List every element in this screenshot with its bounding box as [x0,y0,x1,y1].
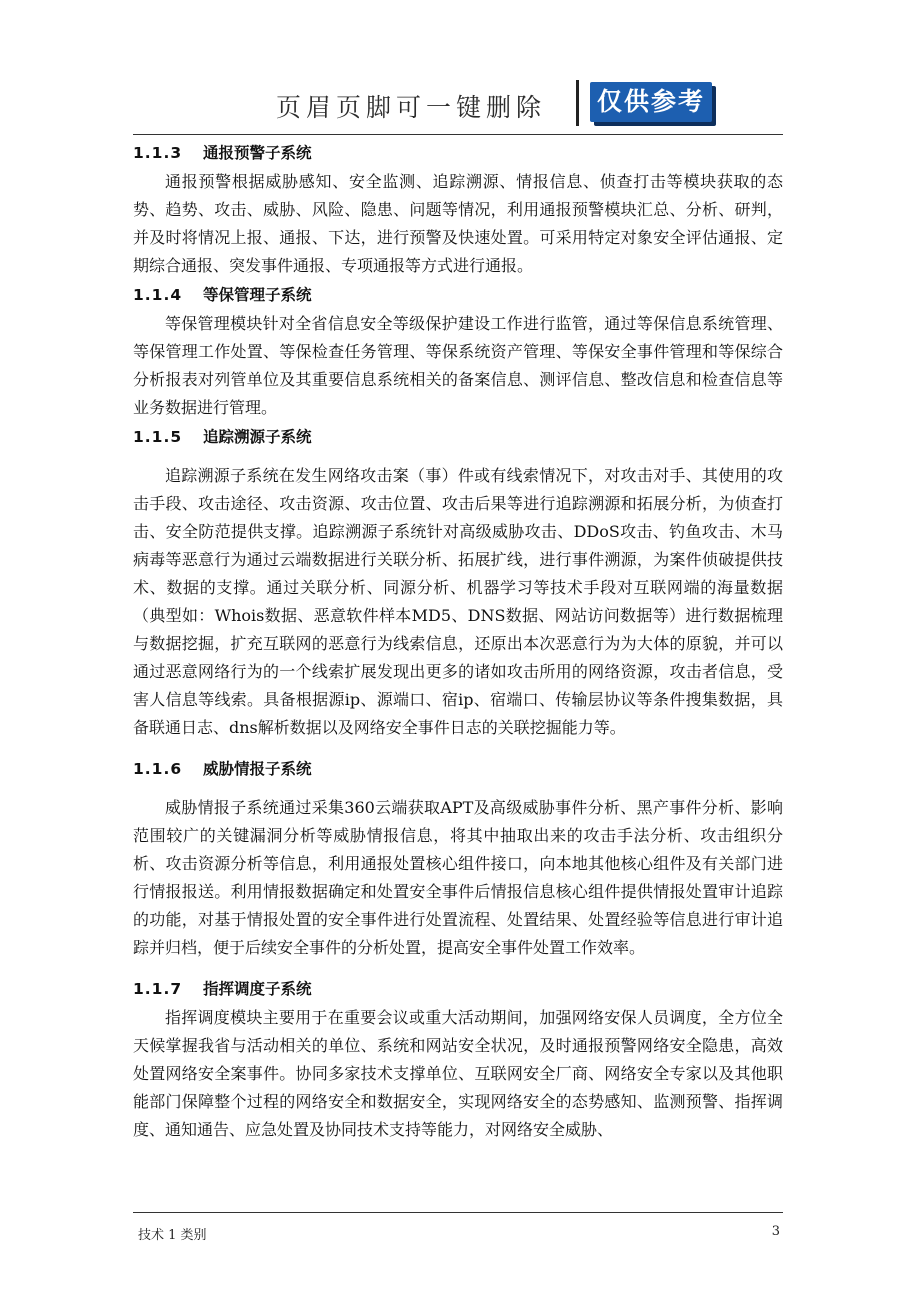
section-heading-1-1-3 [133,138,783,168]
header-divider [576,80,579,126]
section-number: 1.1.3 [133,144,183,162]
section-title: 威胁情报子系统 [203,760,312,778]
section-paragraph-1-1-4: 等保管理模块针对全省信息安全等级保护建设工作进行监管，通过等保信息系统管理、等保管理工作处置、等保检查任务管理、等保系统资产管理、等保安全事件管理和等保综合分析报表对列管单位及其重要信息系统相关的备案信息、测评信息、整改信息和检查信息等业务数据进行管理。 [133,314,783,417]
header-banner [268,80,724,130]
section-paragraph-1-1-7: 指挥调度模块主要用于在重要会议或重大活动期间，加强网络安保人员调度，全方位全天候掌握我省与活动相关的单位、系统和网站安全状况，及时通报预警网络安全隐患，高效处置网络安全案事件。协同多家技术支撑单位、互联网安全厂商、网络安全专家以及其他职能部门保障整个过程的网络安全和数据安全，实现网络安全的态势感知、监测预警、指挥调度、通知通告、应急处置及协同技术支持等能力，对网络安全威胁、 [133,1008,783,1139]
section-heading-1-1-7 [133,974,783,1004]
section-heading-1-1-5 [133,422,783,452]
section-number: 1.1.5 [133,428,183,446]
page-number: 3 [771,1224,780,1239]
section-number: 1.1.6 [133,760,183,778]
spacer [133,452,783,462]
document-body [133,138,783,1144]
header-rule [133,134,783,135]
section-title: 追踪溯源子系统 [203,428,312,446]
section-paragraph-1-1-5: 追踪溯源子系统在发生网络攻击案（事）件或有线索情况下，对攻击对手、其使用的攻击手段、攻击途径、攻击资源、攻击位置、攻击后果等进行追踪溯源和拓展分析，为侦查打击、安全防范提供支撑。追踪溯源子系统针对高级威胁攻击、DDoS攻击、钓鱼攻击、木马病毒等恶意行为通过云端数据进行关联分析、拓展扩线，进行事件溯源，为案件侦破提供技术、数据的支撑。通过关联分析、同源分析、机器学习等技术手段对互联网端的海量数据（典型如：Whois数据、恶意软件样本MD5、DNS数据、网站访问数据等）进行数据梳理与数据挖掘，扩充互联网的恶意行为线索信息，还原出本次恶意行为为大体的原貌，并可以通过恶意网络行为的一个线索扩展发现出更多的诸如攻击所用的网络资源，攻击者信息，受害人信息等线索。具备根据源ip、源端口、宿ip、宿端口、传输层协议等条件搜集数据，具备联通日志、dns解析数据以及网络安全事件日志的关联挖掘能力等。 [133,466,783,737]
header-banner-text: 页眉页脚可一键删除 [276,93,547,122]
section-number: 1.1.4 [133,286,183,304]
section-paragraph-1-1-6: 威胁情报子系统通过采集360云端获取APT及高级威胁事件分析、黑产事件分析、影响范围较广的关键漏洞分析等威胁情报信息，将其中抽取出来的攻击手法分析、攻击组织分析、攻击资源分析等信息，利用通报处置核心组件接口，向本地其他核心组件及有关部门进行情报报送。利用情报数据确定和处置安全事件后情报信息核心组件提供情报处置审计追踪的功能，对基于情报处置的安全事件进行处置流程、处置结果、处置经验等信息进行审计追踪并归档，便于后续安全事件的分析处置，提高安全事件处置工作效率。 [133,798,783,957]
spacer [133,742,783,754]
section-heading-1-1-6 [133,754,783,784]
section-title: 指挥调度子系统 [203,980,312,998]
spacer [133,784,783,794]
section-heading-1-1-4 [133,280,783,310]
footer-category-label: 技术 1 类别 [138,1228,207,1243]
reference-only-badge: 仅供参考 [590,82,712,122]
section-title: 通报预警子系统 [203,144,312,162]
footer-rule [133,1212,783,1213]
spacer [133,962,783,974]
section-paragraph-1-1-3: 通报预警根据威胁感知、安全监测、追踪溯源、情报信息、侦查打击等模块获取的态势、趋势、攻击、威胁、风险、隐患、问题等情况，利用通报预警模块汇总、分析、研判，并及时将情况上报、通报、下达，进行预警及快速处置。可采用特定对象安全评估通报、定期综合通报、突发事件通报、专项通报等方式进行通报。 [133,172,783,275]
section-title: 等保管理子系统 [203,286,312,304]
section-number: 1.1.7 [133,980,183,998]
